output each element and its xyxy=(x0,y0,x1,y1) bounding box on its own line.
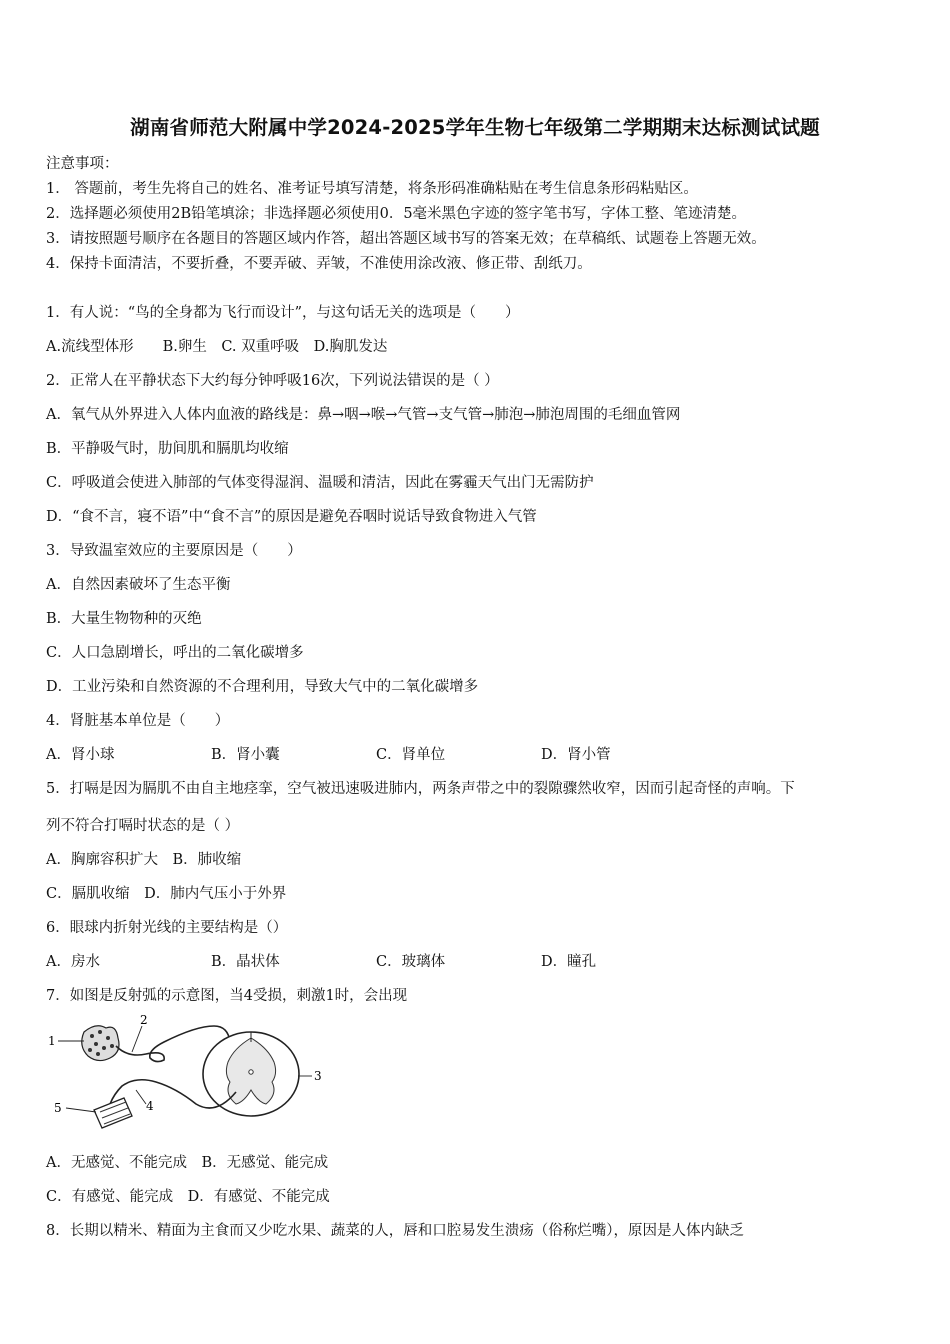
notice-item-2: 2．选择题必须使用2B铅笔填涂；非选择题必须使用0．5毫米黑色字迹的签字笔书写，字体工整、笔迹清楚。 xyxy=(46,206,747,222)
q4-stem: 4．肾脏基本单位是（ ） xyxy=(46,713,230,729)
q6-options xyxy=(46,950,706,971)
notice-heading: 注意事项： xyxy=(46,156,119,172)
q3-option-a: A．自然因素破坏了生态平衡 xyxy=(46,577,231,593)
notice-item-3: 3．请按照题号顺序在各题目的答题区域内作答，超出答题区域书写的答案无效；在草稿纸、试题卷上答题无效。 xyxy=(46,231,766,247)
q5-stem-line2: 列不符合打嗝时状态的是（ ） xyxy=(46,818,240,834)
q3-option-c: C．人口急剧增长，呼出的二氧化碳增多 xyxy=(46,645,304,661)
q2-option-a: A．氧气从外界进入人体内血液的路线是：鼻→咽→喉→气管→支气管→肺泡→肺泡周围的毛细血管网 xyxy=(46,407,681,423)
q6-option-d: D．瞳孔 xyxy=(541,954,597,970)
q6-option-b: B．晶状体 xyxy=(211,954,280,970)
notice-item-1: 1． 答题前，考生先将自己的姓名、准考证号填写清楚，将条形码准确粘贴在考生信息条形码粘贴区。 xyxy=(46,181,698,197)
q6-option-a: A．房水 xyxy=(46,954,100,970)
q2-option-c: C．呼吸道会使进入肺部的气体变得湿润、温暖和清洁，因此在雾霾天气出门无需防护 xyxy=(46,475,594,491)
q2-option-d: D．“食不言，寝不语”中“食不言”的原因是避免吞咽时说话导致食物进入气管 xyxy=(46,509,537,525)
reflex-arc-diagram xyxy=(46,1012,326,1137)
q4-option-b: B．肾小囊 xyxy=(211,747,280,763)
diagram-label-4: 4 xyxy=(146,1099,154,1113)
q5-stem-line1: 5．打嗝是因为膈肌不由自主地痉挛，空气被迅速吸进肺内，两条声带之中的裂隙骤然收窄，因而引起奇怪的声响。下 xyxy=(46,781,795,797)
spinal-cord-shape xyxy=(203,1032,299,1116)
q2-option-b: B．平静吸气时，肋间肌和膈肌均收缩 xyxy=(46,441,289,457)
receptor-shape xyxy=(82,1026,119,1061)
q1-options: A.流线型体形 B.卵生 C. 双重呼吸 D.胸肌发达 xyxy=(46,339,388,355)
q4-options xyxy=(46,743,706,764)
q2-stem: 2．正常人在平静状态下大约每分钟呼吸16次，下列说法错误的是（ ） xyxy=(46,373,499,389)
exam-title: 湖南省师范大附属中学2024-2025学年生物七年级第二学期期末达标测试试题 xyxy=(130,116,820,139)
q4-option-a: A．肾小球 xyxy=(46,747,115,763)
q7-options-cd: C．有感觉、能完成 D．有感觉、不能完成 xyxy=(46,1189,330,1205)
diagram-label-2: 2 xyxy=(140,1013,148,1027)
notice-item-4: 4．保持卡面清洁，不要折叠，不要弄破、弄皱，不准使用涂改液、修正带、刮纸刀。 xyxy=(46,256,592,272)
diagram-label-1: 1 xyxy=(48,1034,56,1048)
q6-option-c: C．玻璃体 xyxy=(376,954,446,970)
q6-stem: 6．眼球内折射光线的主要结构是（） xyxy=(46,920,288,936)
q7-options-ab: A．无感觉、不能完成 B．无感觉、能完成 xyxy=(46,1155,329,1171)
diagram-label-3: 3 xyxy=(314,1069,322,1083)
q3-stem: 3．导致温室效应的主要原因是（ ） xyxy=(46,543,302,559)
q1-stem: 1．有人说：“鸟的全身都为飞行而设计”，与这句话无关的选项是（ ） xyxy=(46,305,520,321)
q8-stem: 8．长期以精米、精面为主食而又少吃水果、蔬菜的人，唇和口腔易发生溃疡（俗称烂嘴），原因是人体内缺乏 xyxy=(46,1223,744,1239)
q5-options-ab: A．胸廓容积扩大 B．肺收缩 xyxy=(46,852,242,868)
diagram-label-5: 5 xyxy=(54,1101,62,1115)
q7-stem: 7．如图是反射弧的示意图，当4受损，刺激1时，会出现 xyxy=(46,988,408,1004)
effector-shape xyxy=(94,1098,132,1128)
q4-option-c: C．肾单位 xyxy=(376,747,446,763)
q4-option-d: D．肾小管 xyxy=(541,747,611,763)
q5-options-cd: C．膈肌收缩 D．肺内气压小于外界 xyxy=(46,886,287,902)
q3-option-d: D．工业污染和自然资源的不合理利用，导致大气中的二氧化碳增多 xyxy=(46,679,479,695)
q3-option-b: B．大量生物物种的灭绝 xyxy=(46,611,202,627)
